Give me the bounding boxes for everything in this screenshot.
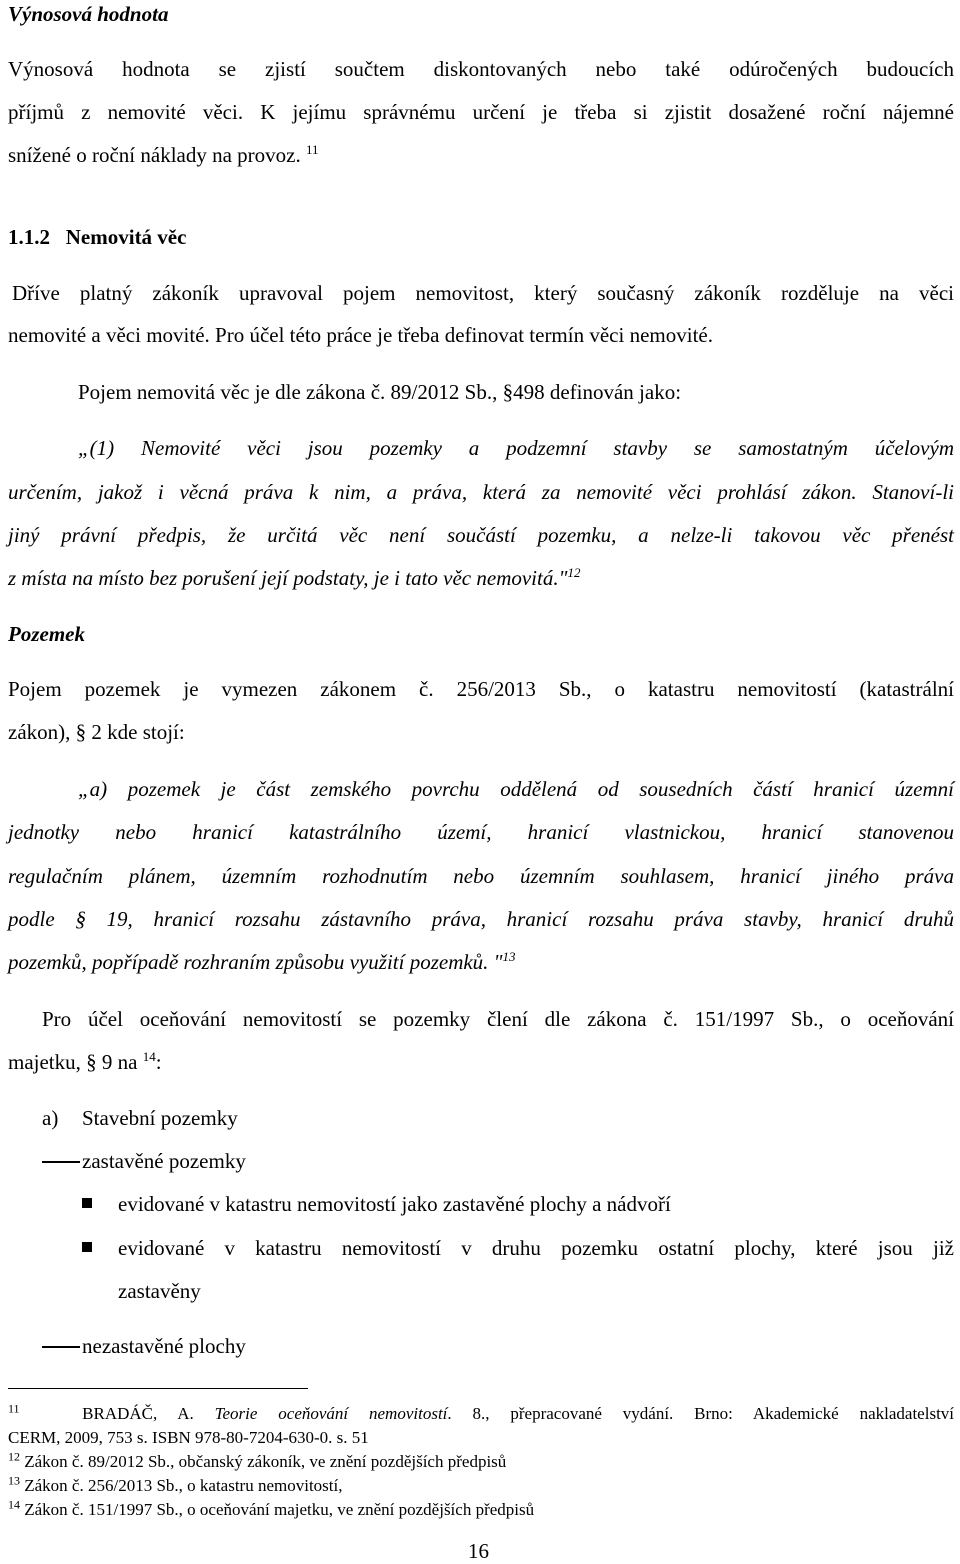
quote-line: „(1) Nemovité věci jsou pozemky a podzemní stavby se samostatným účelovým [78, 436, 954, 460]
paragraph-line: příjmů z nemovité věci. K jejímu správnému určení je třeba si zjistit dosažené roční nájemné [8, 100, 954, 124]
list-subitem-continuation: zastavěny [118, 1279, 201, 1303]
paragraph-line: Pro účel oceňování nemovitostí se pozemky člení dle zákona č. 151/1997 Sb., o oceňování [42, 1007, 954, 1031]
page-number: 16 [468, 1539, 489, 1563]
paragraph-line: snížené o roční náklady na provoz. $^{11}$ [8, 142, 319, 167]
quote-line: jiný právní předpis, že určitá věc není součástí pozemku, a nelze-li takovou věc přenést [8, 523, 954, 547]
list-marker-a: a) [42, 1106, 59, 1130]
dash-bullet [42, 1346, 80, 1348]
paragraph-line: Výnosová hodnota se zjistí součtem diskontovaných nebo také odúročených budoucích [8, 57, 954, 81]
dash-bullet [42, 1161, 80, 1163]
quote-line: pozemků, popřípadě rozhraním způsobu využití pozemků. "$^{13}$ [8, 949, 516, 974]
list-subitem: evidované v katastru nemovitostí jako zastavěné plochy a nádvoří [118, 1192, 671, 1216]
footnote-ref-12[interactable]: 12 [567, 565, 581, 580]
list-item-zastavene-pozemky: zastavěné pozemky [82, 1149, 246, 1173]
heading-nemovita-vec: 1.1.2 Nemovitá věc [8, 225, 187, 249]
paragraph-line: nemovité a věci movité. Pro účel této práce je třeba definovat termín věci nemovité. [8, 323, 713, 347]
quote-line: určením, jakož i věcná práva k nim, a práva, která za nemovité věci prohlásí zákon. Stanoví-li [8, 480, 954, 504]
list-item-nezastavene-plochy: nezastavěné plochy [82, 1334, 246, 1358]
paragraph-line: majetku, § 9 na $^{14}$: [8, 1049, 162, 1074]
square-bullet [82, 1242, 92, 1252]
footnote-11-continuation: CERM, 2009, 753 s. ISBN 978-80-7204-630-0. s. 51 [8, 1428, 369, 1447]
quote-line: podle § 19, hranicí rozsahu zástavního práva, hranicí rozsahu práva stavby, hranicí druhů [8, 907, 954, 931]
footnote-ref-13[interactable]: 13 [502, 949, 516, 964]
paragraph-line: Dříve platný zákoník upravoval pojem nemovitost, který současný zákoník rozděluje na věci [12, 281, 954, 305]
quote-line: regulačním plánem, územním rozhodnutím nebo územním souhlasem, hranicí jiného práva [8, 864, 954, 888]
paragraph-line: Pojem nemovitá věc je dle zákona č. 89/2012 Sb., §498 definován jako: [78, 380, 682, 404]
footnote-ref-11[interactable]: 11 [305, 142, 319, 157]
square-bullet [82, 1198, 92, 1208]
footnote-13: $^{13}$ Zákon č. 256/2013 Sb., o katastru nemovitostí, [8, 1473, 343, 1495]
paragraph-line: Pojem pozemek je vymezen zákonem č. 256/2013 Sb., o katastru nemovitostí (katastrální [8, 677, 954, 701]
footnote-ref-14[interactable]: 14 [142, 1049, 156, 1064]
list-item-stavebni-pozemky: Stavební pozemky [82, 1106, 238, 1130]
quote-line: z místa na místo bez porušení její podstaty, je i tato věc nemovitá."$^{12}$ [8, 565, 581, 590]
footnote-separator [8, 1388, 308, 1389]
footnote-12: $^{12}$ Zákon č. 89/2012 Sb., občanský zákoník, ve znění pozdějších předpisů [8, 1449, 507, 1471]
quote-line: jednotky nebo hranicí katastrálního území, hranicí vlastnickou, hranicí stanovenou [8, 820, 954, 844]
quote-line: „a) pozemek je část zemského povrchu oddělená od sousedních částí hranicí územní [78, 777, 954, 801]
heading-vynosova-hodnota: Výnosová hodnota [8, 2, 169, 26]
list-subitem: evidované v katastru nemovitostí v druhu pozemku ostatní plochy, které jsou již [118, 1236, 954, 1260]
footnote-11: $^{11}$ BRADÁČ, A. Teorie oceňování nemovitostí. 8., přepracované vydání. Brno: Akademické nakladatelství [8, 1401, 955, 1423]
paragraph-line: zákon), § 2 kde stojí: [8, 720, 185, 744]
footnote-14: $^{14}$ Zákon č. 151/1997 Sb., o oceňování majetku, ve znění pozdějších předpisů [8, 1497, 535, 1519]
heading-pozemek: Pozemek [8, 622, 85, 646]
